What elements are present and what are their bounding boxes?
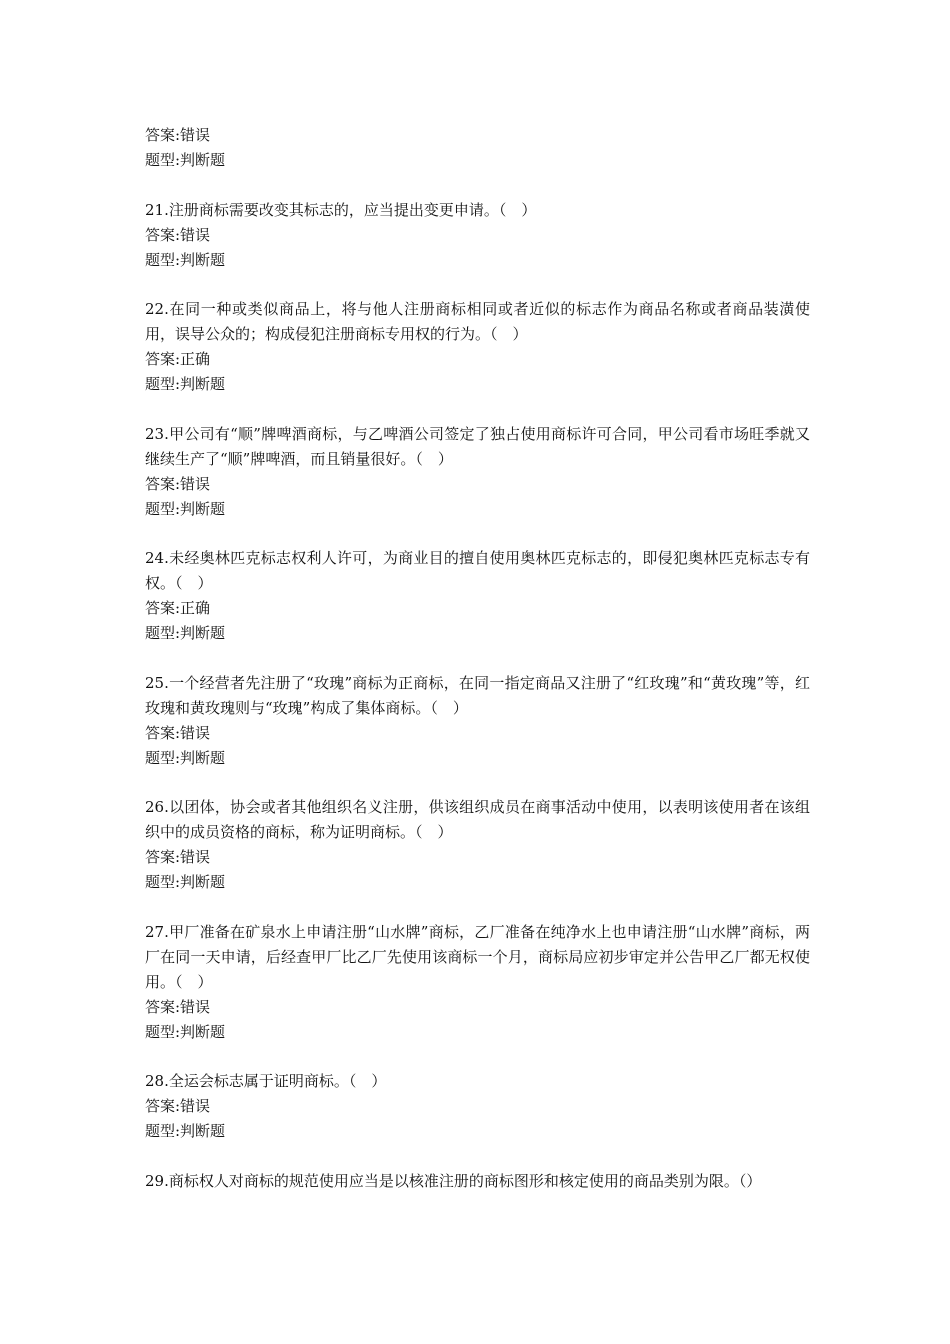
question-text: 22.在同一种或类似商品上，将与他人注册商标相同或者近似的标志作为商品名称或者商品装潢使用，误导公众的；构成侵犯注册商标专用权的行为。（ ）	[145, 300, 810, 343]
answer-line: 答案:错误	[145, 997, 211, 1016]
question-type-line: 题型:判断题	[145, 151, 226, 169]
question-text: 24.未经奥林匹克标志权利人许可，为商业目的擅自使用奥林匹克标志的，即侵犯奥林匹克标志专有权。（ ）	[145, 549, 810, 592]
question-block-27	[145, 920, 810, 1045]
answer-line: 答案:错误	[145, 474, 211, 493]
question-block-28	[145, 1069, 810, 1144]
document-page	[145, 123, 810, 1218]
answer-line: 答案:正确	[145, 599, 211, 617]
question-type-line: 题型:判断题	[145, 1122, 226, 1140]
question-text: 29.商标权人对商标的规范使用应当是以核准注册的商标图形和核定使用的商品类别为限。（）	[145, 1171, 762, 1190]
question-text: 28.全运会标志属于证明商标。（ ）	[145, 1072, 387, 1090]
answer-line: 答案:错误	[145, 1097, 211, 1115]
question-text: 21.注册商标需要改变其标志的，应当提出变更申请。（ ）	[145, 200, 537, 219]
question-block-29	[145, 1169, 810, 1194]
question-block-25	[145, 671, 810, 771]
question-type-line: 题型:判断题	[145, 748, 226, 767]
answer-line: 答案:正确	[145, 350, 211, 368]
question-text: 25.一个经营者先注册了“玫瑰”商标为正商标，在同一指定商品又注册了“红玫瑰”和“黄玫瑰”等，红玫瑰和黄玫瑰则与“玫瑰”构成了集体商标。（ ）	[145, 673, 810, 717]
answer-line: 答案:错误	[145, 848, 211, 866]
answer-line: 答案:错误	[145, 225, 211, 244]
question-text: 26.以团体，协会或者其他组织名义注册，供该组织成员在商事活动中使用，以表明该使用者在该组织中的成员资格的商标，称为证明商标。（ ）	[145, 798, 810, 841]
answer-line: 答案:错误	[145, 723, 211, 742]
answer-line: 答案:错误	[145, 126, 211, 144]
question-type-line: 题型:判断题	[145, 250, 226, 269]
question-type-line: 题型:判断题	[145, 375, 226, 393]
question-type-line: 题型:判断题	[145, 1022, 226, 1041]
question-block-20	[145, 123, 810, 173]
question-block-22	[145, 297, 810, 397]
question-type-line: 题型:判断题	[145, 873, 226, 891]
question-block-23	[145, 422, 810, 522]
question-type-line: 题型:判断题	[145, 624, 226, 642]
question-block-21	[145, 198, 810, 273]
question-text: 23.甲公司有“顺”牌啤酒商标，与乙啤酒公司签定了独占使用商标许可合同，甲公司看市场旺季就又继续生产了“顺”牌啤酒，而且销量很好。（ ）	[145, 424, 810, 468]
question-text: 27.甲厂准备在矿泉水上申请注册“山水牌”商标，乙厂准备在纯净水上也申请注册“山水牌”商标，两厂在同一天申请，后经查甲厂比乙厂先使用该商标一个月，商标局应初步审定并公告甲乙厂都无权使用。（ ）	[145, 922, 810, 991]
question-type-line: 题型:判断题	[145, 499, 226, 518]
question-block-24	[145, 546, 810, 646]
question-block-26	[145, 795, 810, 895]
